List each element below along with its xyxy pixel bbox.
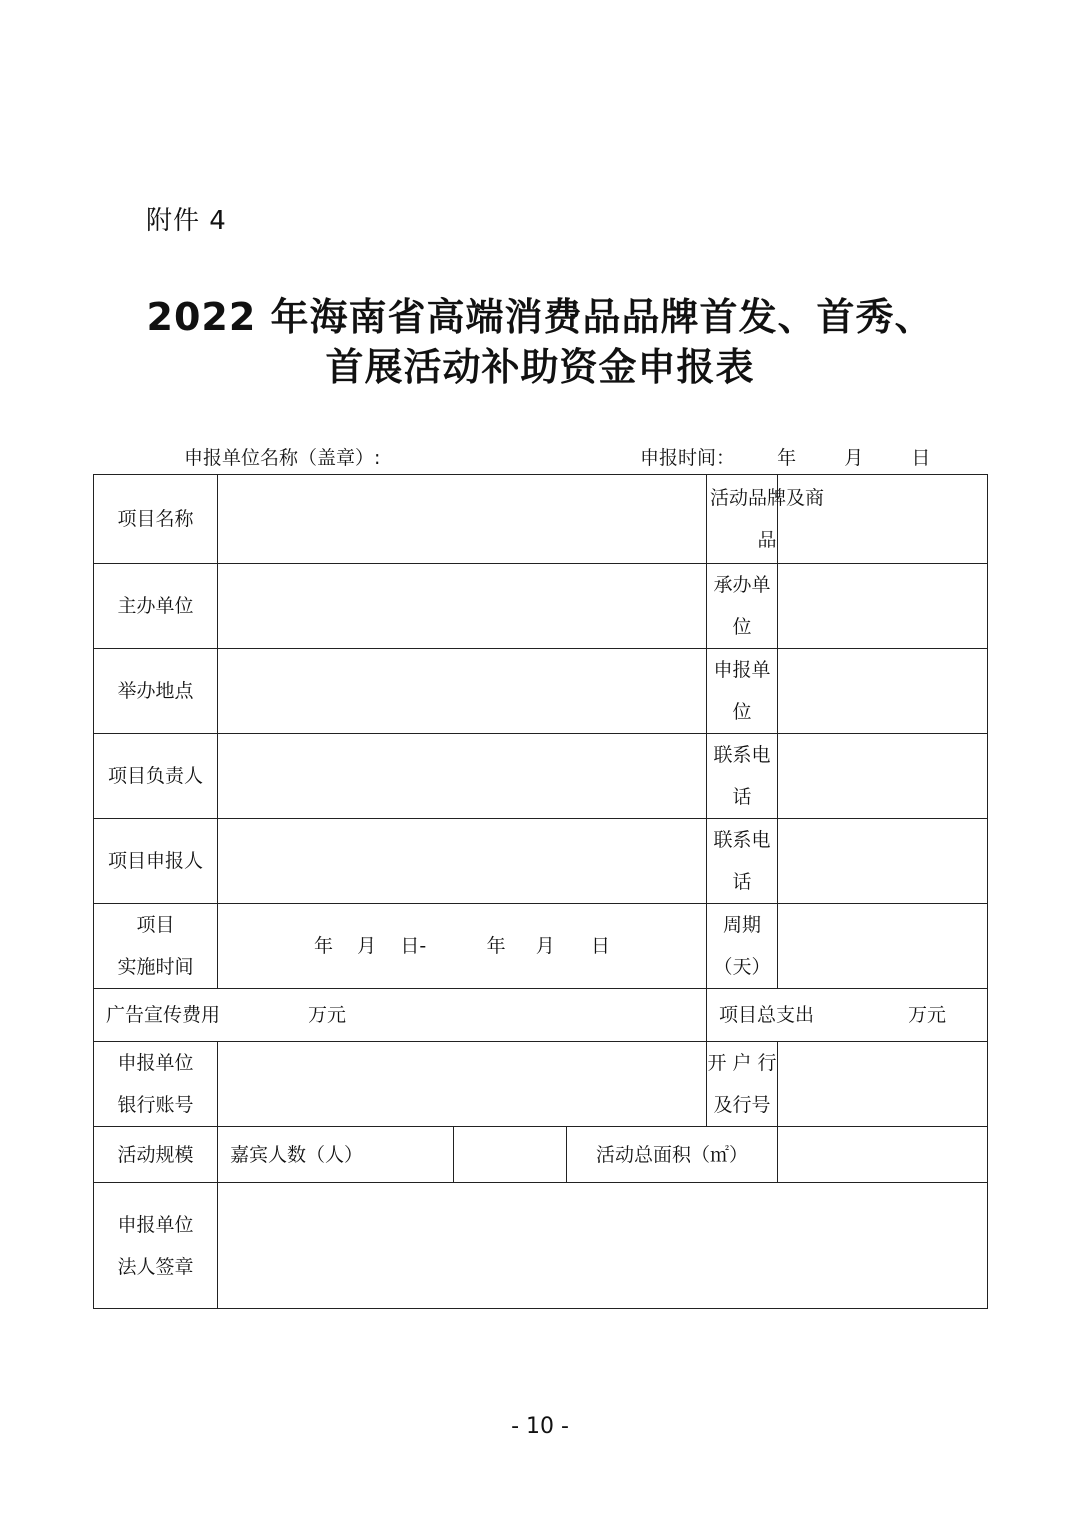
ad-fee-unit: 万元 xyxy=(308,1004,347,1026)
form-title-line1: 2022 年海南省高端消费品品牌首发、首秀、 xyxy=(146,295,934,339)
field-venue[interactable] xyxy=(218,649,707,734)
date-day: 日 xyxy=(911,447,931,469)
date-month: 月 xyxy=(844,447,864,469)
date-year: 年 xyxy=(777,447,797,469)
total-spend-row[interactable] xyxy=(707,989,988,1042)
total-spend-unit: 万元 xyxy=(908,1004,947,1026)
label-host: 主办单位 xyxy=(94,564,218,649)
impl-date-text: 年 月 日- 年 月 日 xyxy=(314,935,611,957)
label-venue: 举办地点 xyxy=(94,649,218,734)
ad-fee-row[interactable] xyxy=(94,989,707,1042)
bank-branch-line1: 开 户 行 xyxy=(707,1052,777,1074)
legal-signature-line1: 申报单位 xyxy=(117,1213,194,1236)
field-implementation-date[interactable] xyxy=(218,904,707,989)
label-organizer: 承办单位 xyxy=(707,564,778,649)
label-phone-2: 联系电话 xyxy=(707,819,778,904)
label-period-days: 周期（天） xyxy=(707,904,778,989)
label-guest-count: 嘉宾人数（人） xyxy=(218,1127,454,1183)
label-project-applicant xyxy=(94,819,218,904)
legal-signature-line2: 法人签章 xyxy=(117,1255,194,1278)
brand-goods-text: 活动品牌及商品 xyxy=(710,487,825,551)
applicant-unit-seal-label: 申报单位名称（盖章）: xyxy=(184,447,381,469)
bank-account-line1: 申报单位 xyxy=(117,1052,194,1074)
label-ad-fee: 广告宣传费用 xyxy=(106,1004,221,1026)
label-total-area: 活动总面积（㎡） xyxy=(567,1127,778,1183)
page-number: - 10 - xyxy=(511,1414,569,1439)
field-total-area[interactable] xyxy=(778,1127,988,1183)
field-period-days[interactable] xyxy=(778,904,988,989)
field-guest-count[interactable] xyxy=(454,1127,567,1183)
field-host[interactable] xyxy=(218,564,707,649)
label-bank-account xyxy=(94,1042,218,1127)
label-total-spend: 项目总支出 xyxy=(719,1004,815,1026)
attachment-label: 附件 4 xyxy=(146,206,227,236)
field-project-applicant[interactable] xyxy=(218,819,707,904)
label-bank-branch xyxy=(707,1042,778,1127)
label-implementation-time xyxy=(94,904,218,989)
bank-account-line2: 银行账号 xyxy=(117,1094,194,1116)
form-title-line2: 首展活动补助资金申报表 xyxy=(325,345,755,389)
project-leader-text: 项目负责人 xyxy=(107,765,203,787)
label-activity-scale: 活动规模 xyxy=(94,1127,218,1183)
field-project-name[interactable] xyxy=(218,475,707,564)
field-applicant-unit[interactable] xyxy=(778,649,988,734)
date-label: 申报时间： xyxy=(640,447,736,469)
field-bank-account[interactable] xyxy=(218,1042,707,1127)
label-phone-1: 联系电话 xyxy=(707,734,778,819)
field-bank-branch[interactable] xyxy=(778,1042,988,1127)
application-date xyxy=(640,443,930,470)
field-organizer[interactable] xyxy=(778,564,988,649)
field-phone-2[interactable] xyxy=(778,819,988,904)
impl-time-line2: 实施时间 xyxy=(117,956,194,978)
field-legal-signature[interactable] xyxy=(218,1183,988,1309)
field-phone-1[interactable] xyxy=(778,734,988,819)
label-project-name: 项目名称 xyxy=(94,475,218,564)
label-project-leader xyxy=(94,734,218,819)
label-brand-goods xyxy=(707,475,825,564)
label-legal-signature xyxy=(94,1183,218,1309)
impl-time-line1: 项目 xyxy=(136,914,175,936)
bank-branch-line2: 及行号 xyxy=(713,1094,771,1116)
label-applicant-unit: 申报单位 xyxy=(707,649,778,734)
project-applicant-text: 项目申报人 xyxy=(107,850,203,872)
field-project-leader[interactable] xyxy=(218,734,707,819)
application-form-table xyxy=(93,474,988,1309)
